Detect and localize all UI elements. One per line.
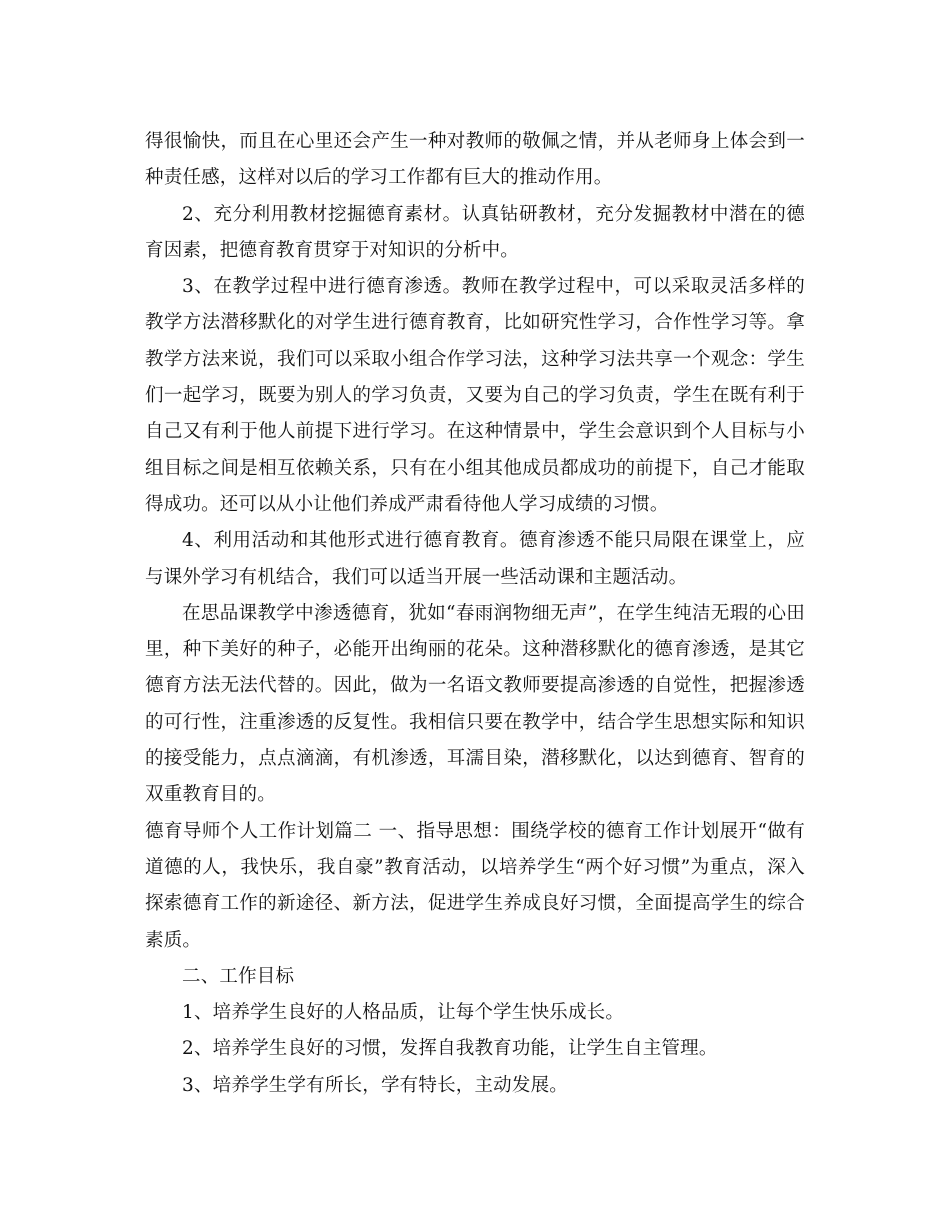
document-body — [145, 124, 805, 1104]
goal-item-3: 3、培养学生学有所长，学有特长，主动发展。 — [182, 1074, 568, 1096]
goals-heading: 二、工作目标 — [182, 965, 295, 987]
paragraph-summary: 在思品课教学中渗透德育，犹如“春雨润物细无声”，在学生纯洁无瑕的心田里，种下美好的种子，必能开出绚丽的花朵。这种潜移默化的德育渗透，是其它德育方法无法代替的。因此，做为一名语文教师要提高渗透的自觉性，把握渗透的可行性，注重渗透的反复性。我相信只要在教学中，结合学生思想实际和知识的接受能力，点点滴滴，有机渗透，耳濡目染，潜移默化，以达到德育、智育的双重教育目的。 — [145, 602, 805, 806]
goal-item-1: 1、培养学生良好的人格品质，让每个学生快乐成长。 — [182, 1002, 625, 1024]
paragraph-continuation: 得很愉快，而且在心里还会产生一种对教师的敬佩之情，并从老师身上体会到一种责任感，这样对以后的学习工作都有巨大的推动作用。 — [145, 131, 805, 189]
section-title: 德育导师个人工作计划篇二 — [145, 820, 373, 842]
paragraph-item-4: 4、利用活动和其他形式进行德育教育。德育渗透不能只局限在课堂上，应与课外学习有机结合，我们可以适当开展一些活动课和主题活动。 — [145, 530, 805, 588]
paragraph-item-2: 2、充分利用教材挖掘德育素材。认真钻研教材，充分发掘教材中潜在的德育因素，把德育教育贯穿于对知识的分析中。 — [145, 203, 805, 261]
section-two-paragraph — [145, 814, 805, 959]
goal-item-2: 2、培养学生良好的习惯，发挥自我教育功能，让学生自主管理。 — [182, 1038, 718, 1060]
paragraph-item-3: 3、在教学过程中进行德育渗透。教师在教学过程中，可以采取灵活多样的教学方法潜移默化的对学生进行德育教育，比如研究性学习，合作性学习等。拿教学方法来说，我们可以采取小组合作学习法，这种学习法共享一个观念：学生们一起学习，既要为别人的学习负责，又要为自己的学习负责，学生在既有利于自己又有利于他人前提下进行学习。在这种情景中，学生会意识到个人目标与小组目标之间是相互依赖关系，只有在小组其他成员都成功的前提下，自己才能取得成功。还可以从小让他们养成严肃看待他人学习成绩的习惯。 — [145, 276, 805, 515]
section-first-paragraph: 一、指导思想：围绕学校的德育工作计划展开“做有道德的人，我快乐，我自豪”教育活动，以培养学生“两个好习惯”为重点，深入探索德育工作的新途径、新方法，促进学生养成良好习惯，全面提高学生的综合素质。 — [145, 820, 805, 951]
